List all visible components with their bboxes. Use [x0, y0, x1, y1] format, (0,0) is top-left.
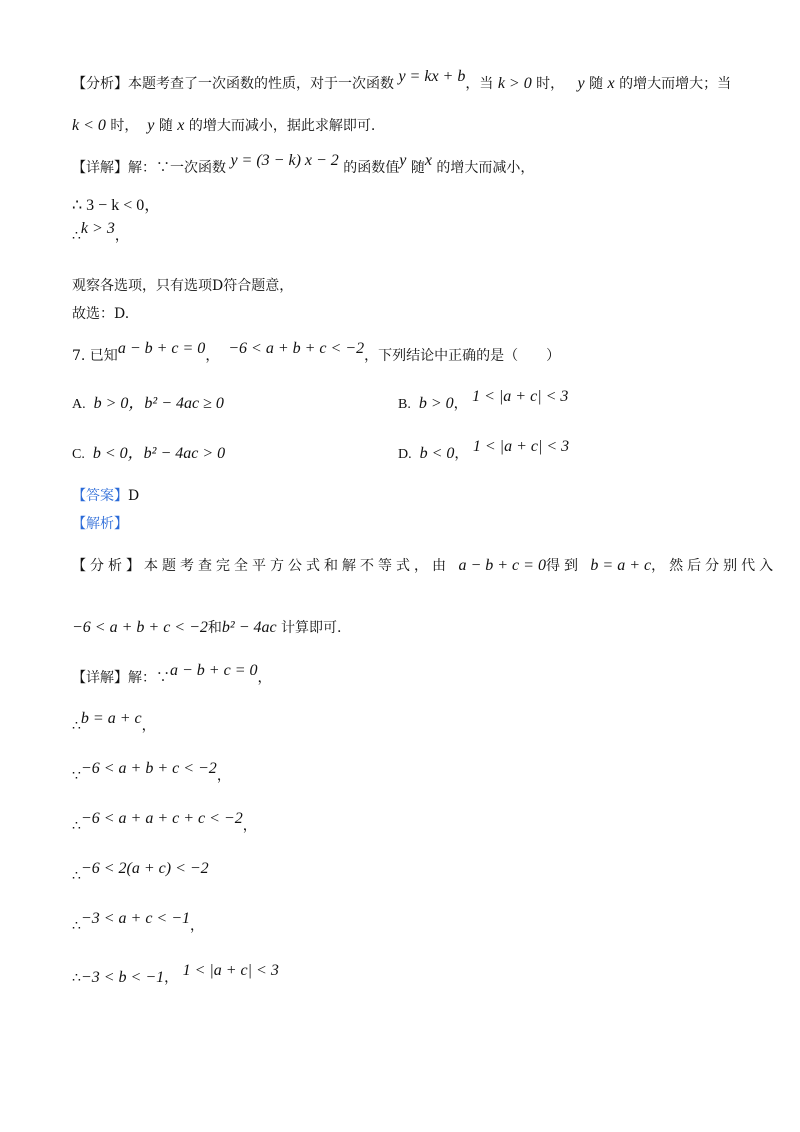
analysis-paragraph-1-cont: k < 0 时， y 随 x 的增大而减小，据此求解即可.	[72, 117, 376, 134]
detail-2-step-2: ∵−6 < a + b + c < −2，	[72, 760, 231, 784]
detail-2-step-1: ∴b = a + c，	[72, 710, 156, 734]
detail-paragraph-2: 【详解】解：∵a − b + c = 0，	[72, 662, 272, 686]
detail-step-1: ∴ 3 − k < 0，	[72, 197, 161, 214]
detail-label: 【详解】	[72, 160, 128, 176]
detail-2-step-4: ∴−6 < 2(a + c) < −2	[72, 860, 209, 884]
answer-line	[72, 486, 139, 506]
detail-2-final: ∴−3 < b < −1， 1 < |a + c| < 3	[72, 962, 279, 986]
question-7-stem: 7. 已知a − b + c = 0， −6 < a + b + c < −2，下列结论中正确的是（ ）	[72, 340, 561, 364]
analysis-paragraph-1: 【分析】本题考查了一次函数的性质，对于一次函数 y = kx + b，当 k > 0 时， y 随 x 的增大而增大；当	[72, 68, 732, 92]
detail-paragraph-1: 【详解】解：∵一次函数 y = (3 − k) x − 2 的函数值y 随x 的增大而减小，	[72, 152, 535, 176]
option-b[interactable]: B. b > 0， 1 < |a + c| < 3	[398, 388, 569, 412]
analysis-paragraph-2-cont: −6 < a + b + c < −2和b² − 4ac 计算即可.	[72, 619, 342, 636]
analysis-label: 【分析】	[72, 76, 128, 92]
answer-label: 【答案】	[72, 488, 128, 504]
option-a[interactable]: A. b > 0，b² − 4ac ≥ 0	[72, 395, 224, 412]
explain-label: 【解析】	[72, 516, 128, 532]
detail-step-3: 观察各选项，只有选项D符合题意，	[72, 278, 294, 294]
option-c[interactable]: C. b < 0，b² − 4ac > 0	[72, 445, 226, 462]
detail-2-step-3: ∴−6 < a + a + c + c < −2，	[72, 810, 257, 834]
detail-2-step-5: ∴−3 < a + c < −1，	[72, 910, 205, 934]
detail-step-2: ∴k > 3，	[72, 220, 129, 244]
answer-value: D	[128, 488, 140, 504]
analysis-paragraph-2: 【分析】本题考查完全平方公式和解不等式，由 a − b + c = 0得到 b = a + c，然后分别代入	[72, 557, 778, 574]
detail-step-4: 故选：D.	[72, 306, 130, 322]
option-d[interactable]: D. b < 0， 1 < |a + c| < 3	[398, 438, 570, 462]
